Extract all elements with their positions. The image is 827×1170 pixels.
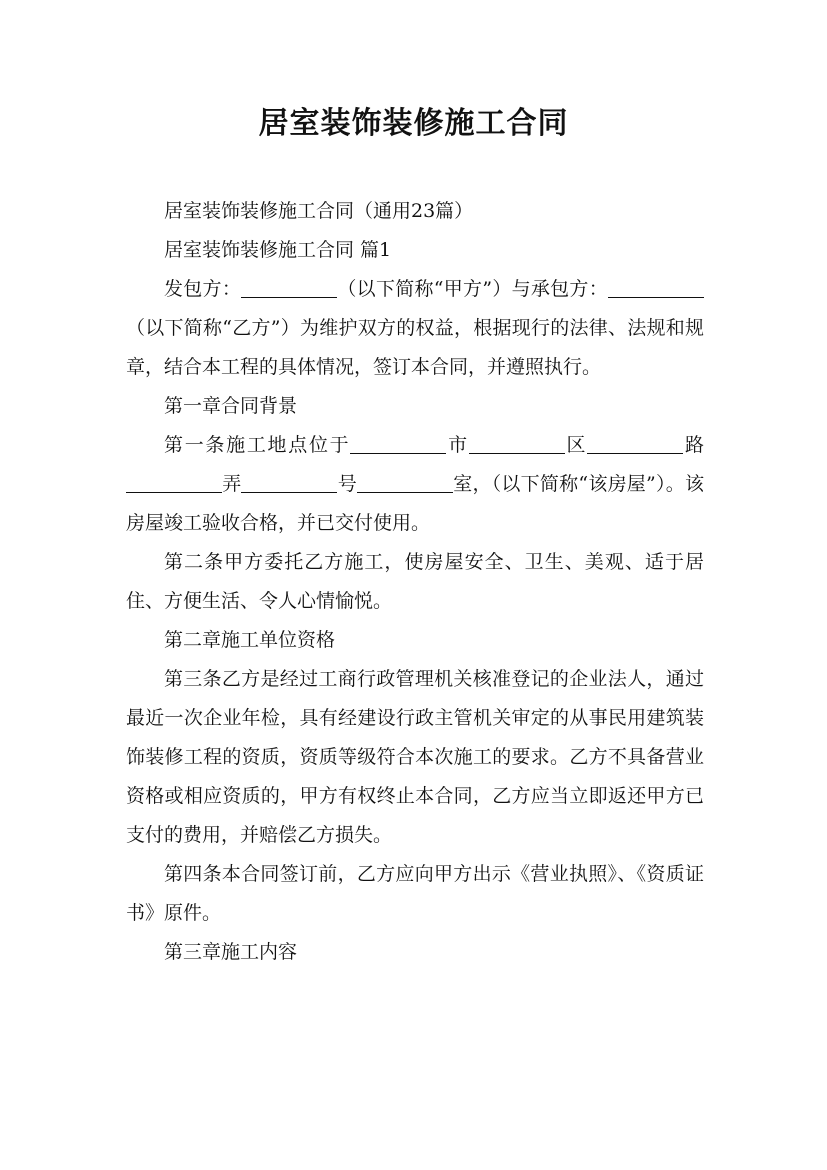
chapter-1-heading: 第一章合同背景 xyxy=(164,395,298,417)
article-2: 第二条甲方委托乙方施工，使房屋安全、卫生、美观、适于居住、方便生活、令人心情愉悦。 xyxy=(126,551,704,612)
road-label: 路 xyxy=(683,434,704,456)
paragraph-section-heading: 居室装饰装修施工合同 篇1 xyxy=(164,239,392,261)
lane-blank xyxy=(126,473,222,493)
chapter-3-heading: 第三章施工内容 xyxy=(164,941,298,963)
number-label: 号 xyxy=(337,473,357,495)
district-label: 区 xyxy=(564,434,588,456)
party-b-label: （以下简称“甲方”）与承包方： xyxy=(337,278,608,300)
article-1-tail: 室，（以下简称“该房屋”）。该房屋竣工验收合格，并已交付使用。 xyxy=(126,473,704,534)
party-b-blank xyxy=(608,278,704,298)
article-3: 第三条乙方是经过工商行政管理机关核准登记的企业法人，通过最近一次企业年检，具有经建设行政主管机关审定的从事民用建筑装饰装修工程的资质，资质等级符合本次施工的要求。乙方不具备营业资格或相应资质的，甲方有权终止本合同，乙方应当立即返还甲方已支付的费用，并赔偿乙方损失。 xyxy=(126,668,704,846)
party-a-blank xyxy=(241,278,337,298)
document-title: 居室装饰装修施工合同 xyxy=(258,106,569,141)
party-a-label: 发包方： xyxy=(164,278,242,300)
article-1 xyxy=(126,426,704,543)
article-1-lead: 第一条施工地点位于 xyxy=(164,434,351,456)
city-blank xyxy=(350,434,446,454)
document-body xyxy=(126,192,704,972)
parties-purpose-text: （以下简称“乙方”）为维护双方的权益，根据现行的法律、法规和规章，结合本工程的具体情况，签订本合同，并遵照执行。 xyxy=(126,317,704,378)
chapter-2-heading: 第二章施工单位资格 xyxy=(164,629,336,651)
lane-label: 弄 xyxy=(222,473,242,495)
paragraph-parties xyxy=(126,270,704,387)
number-blank xyxy=(241,473,337,493)
district-blank xyxy=(469,434,565,454)
paragraph-subtitle: 居室装饰装修施工合同（通用23篇） xyxy=(164,200,474,222)
city-label: 市 xyxy=(446,434,469,456)
room-blank xyxy=(357,473,453,493)
road-blank xyxy=(587,434,683,454)
article-4: 第四条本合同签订前，乙方应向甲方出示《营业执照》、《资质证书》原件。 xyxy=(126,863,704,924)
